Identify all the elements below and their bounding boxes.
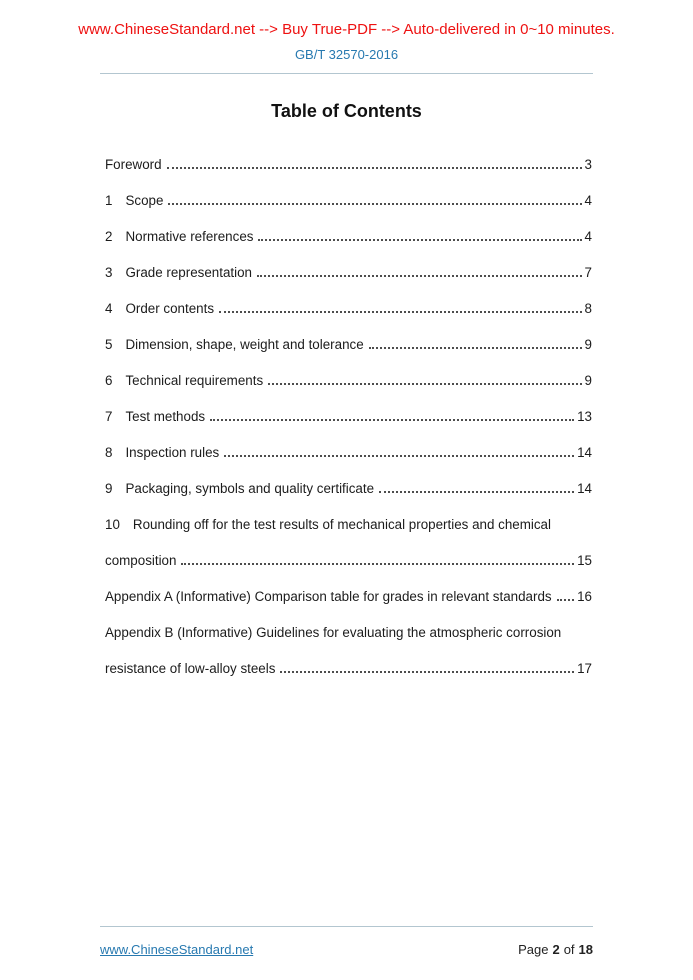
promo-banner: www.ChineseStandard.net --> Buy True-PDF --> Auto-delivered in 0~10 minutes. [78,21,615,38]
header-divider [100,73,593,74]
toc-entry-label: Foreword [105,157,162,172]
toc-page-number: 3 [584,157,592,172]
dot-leader [167,167,582,169]
toc-entry-second-line [105,552,592,568]
toc-entry-number: 10 [105,517,120,532]
page-title: Table of Contents [271,101,422,121]
toc-entry-number: 6 [105,373,113,388]
dot-leader [280,671,574,673]
toc-entry [105,588,592,604]
toc-page-number: 13 [577,409,592,424]
toc-entry [105,336,592,352]
toc-entry [105,480,592,496]
toc-page-number: 8 [584,301,592,316]
table-of-contents [105,156,592,676]
toc-page-number: 9 [584,373,592,388]
toc-entry-number: 4 [105,301,113,316]
footer-divider [100,926,593,927]
toc-entry-second-line [105,660,592,676]
toc-entry-label: Grade representation [125,265,252,280]
toc-entry-number: 2 [105,229,113,244]
page-current: 2 [552,942,560,957]
toc-page-number: 15 [577,553,592,568]
dot-leader [224,455,574,457]
toc-entry-label: Rounding off for the test results of mechanical properties and chemical [132,517,551,532]
toc-entry-number: 8 [105,445,113,460]
dot-leader [258,239,581,241]
toc-entry [105,228,592,244]
toc-entry-label: Scope [125,193,164,208]
toc-entry-label: Packaging, symbols and quality certificate [125,481,375,496]
dot-leader [210,419,574,421]
toc-entry [105,516,592,568]
dot-leader [557,599,575,601]
toc-entry-label: Inspection rules [125,445,220,460]
standard-number: GB/T 32570-2016 [294,47,399,62]
dot-leader [219,311,582,313]
page-indicator-label: Page [518,942,549,957]
toc-entry-number: 1 [105,193,113,208]
toc-entry-first-line [105,516,592,532]
toc-page-number: 7 [584,265,592,280]
dot-leader [369,347,582,349]
toc-entry [105,192,592,208]
toc-page-number: 4 [584,193,592,208]
toc-entry-label: resistance of low-alloy steels [105,661,276,676]
toc-page-number: 16 [577,589,592,604]
toc-entry-label: Technical requirements [125,373,264,388]
toc-entry [105,624,592,676]
toc-entry-label: Dimension, shape, weight and tolerance [125,337,364,352]
toc-entry-number: 5 [105,337,113,352]
toc-page-number: 4 [584,229,592,244]
toc-page-number: 14 [577,445,592,460]
toc-entry-label: Normative references [125,229,254,244]
page-indicator-of: of [563,942,575,957]
toc-entry [105,408,592,424]
toc-entry-label: Appendix B (Informative) Guidelines for evaluating the atmospheric corrosion [105,625,562,640]
toc-entry-number: 9 [105,481,113,496]
toc-entry-label: Appendix A (Informative) Comparison table for grades in relevant standards [105,589,552,604]
toc-entry-label: Test methods [125,409,206,424]
toc-entry [105,372,592,388]
page-header [0,0,693,74]
toc-entry [105,264,592,280]
toc-entry [105,300,592,316]
toc-page-number: 14 [577,481,592,496]
page-footer [100,926,593,957]
dot-leader [379,491,574,493]
toc-entry-label: Order contents [125,301,215,316]
toc-entry [105,444,592,460]
dot-leader [257,275,582,277]
footer-row [100,942,593,957]
dot-leader [268,383,581,385]
toc-entry-label: composition [105,553,177,568]
toc-entry-number: 3 [105,265,113,280]
page-total: 18 [578,942,593,957]
toc-entry-first-line [105,624,592,640]
toc-page-number: 9 [584,337,592,352]
footer-link[interactable]: www.ChineseStandard.net [100,942,254,957]
toc-entry [105,156,592,172]
dot-leader [181,563,574,565]
toc-entry-number: 7 [105,409,113,424]
dot-leader [168,203,581,205]
toc-page-number: 17 [577,661,592,676]
page-indicator [518,942,593,957]
